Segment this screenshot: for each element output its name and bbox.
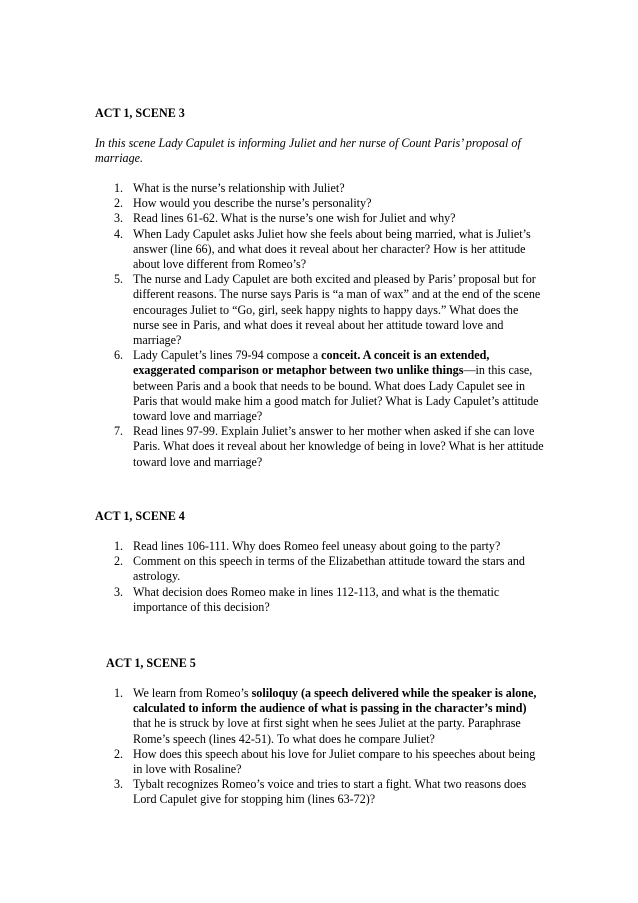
question-item [0, 686, 546, 747]
question-number: 1. [114, 539, 124, 553]
question-text: The nurse and Lady Capulet are both excited and pleased by Paris’ proposal but for different reasons. The nurse says Paris is “a man of wax” and at the end of the scene encourages Juliet to “Go, girl, seek happy nights to happy days.” What does the nurse see in Paris, and what does it reveal about her attitude toward love and marriage? [133, 272, 541, 348]
question-item [0, 777, 546, 807]
question-number: 1. [114, 686, 124, 700]
question-text: Lady Capulet’s lines 79-94 compose a [133, 348, 322, 363]
question-text: Read lines 61-62. What is the nurse’s one wish for Juliet and why? [133, 211, 456, 226]
question-text: We learn from Romeo’s [133, 686, 252, 700]
question-item [0, 272, 546, 348]
question-text: that he is struck by love at first sight when he sees Juliet at the party. Paraphrase Rome’s speech (lines 42-51). To what does he compare Juliet? [133, 716, 521, 746]
question-text: How would you describe the nurse’s personality? [133, 196, 372, 211]
question-item [0, 585, 546, 615]
question-number: 2. [114, 196, 124, 211]
question-number: 3. [114, 777, 124, 792]
question-number: 3. [114, 584, 124, 599]
question-item [0, 348, 546, 424]
scene3-intro: In this scene Lady Capulet is informing Juliet and her nurse of Count Paris’ proposal of marriage. [95, 136, 521, 166]
question-number: 1. [114, 181, 124, 195]
scene3-heading: ACT 1, SCENE 3 [95, 106, 185, 120]
question-number: 2. [114, 554, 124, 569]
scene4-heading: ACT 1, SCENE 4 [95, 509, 185, 523]
soliloquy-definition: soliloquy (a speech delivered while the speaker is alone, calculated to inform the audience of what is passing in the character’s mind) [133, 686, 537, 716]
scene4-question-list [0, 539, 638, 615]
question-text: When Lady Capulet asks Juliet how she feels about being married, what is Juliet’s answer (line 66), and what does it reveal about her character? How is her attitude about love different from Romeo’s? [133, 226, 531, 272]
scene3-question-list [0, 181, 638, 470]
question-text: How does this speech about his love for Juliet compare to his speeches about being in love with Rosaline? [133, 746, 536, 777]
question-number: 7. [114, 424, 124, 439]
question-item [0, 181, 546, 196]
question-item [0, 539, 546, 554]
question-text: Comment on this speech in terms of the Elizabethan attitude toward the stars and astrology. [133, 554, 525, 584]
question-item [0, 196, 546, 211]
question-text: What is the nurse’s relationship with Juliet? [133, 181, 345, 195]
question-number: 6. [114, 348, 124, 363]
question-text: Read lines 97-99. Explain Juliet’s answer to her mother when asked if she can love Paris. What does it reveal about her knowledge of being in love? What is her attitude toward love and marriage? [133, 424, 544, 469]
question-item [0, 747, 546, 777]
question-number: 3. [114, 211, 124, 226]
scene5-question-list [0, 686, 638, 808]
question-text: Tybalt recognizes Romeo’s voice and tries to start a fight. What two reasons does Lord Capulet give for stopping him (lines 63-72)? [133, 777, 527, 807]
question-number: 4. [114, 226, 124, 241]
question-text: What decision does Romeo make in lines 112-113, and what is the thematic importance of this decision? [133, 584, 500, 614]
question-item [0, 227, 546, 273]
scene5-heading: ACT 1, SCENE 5 [106, 656, 196, 670]
question-text: Read lines 106-111. Why does Romeo feel uneasy about going to the party? [133, 539, 501, 553]
question-number: 5. [114, 272, 124, 287]
question-item [0, 424, 546, 470]
conceit-definition: conceit. A conceit is an extended, exaggerated comparison or metaphor between two unlike things [133, 348, 490, 378]
question-item [0, 211, 546, 226]
question-text: —in this case, between Paris and a book that needs to be bound. What does Lady Capulet see in Paris that would make him a good match for Juliet? What is Lady Capulet’s attitude toward love and marriage? [133, 363, 539, 424]
question-item [0, 554, 546, 584]
question-number: 2. [114, 746, 124, 761]
